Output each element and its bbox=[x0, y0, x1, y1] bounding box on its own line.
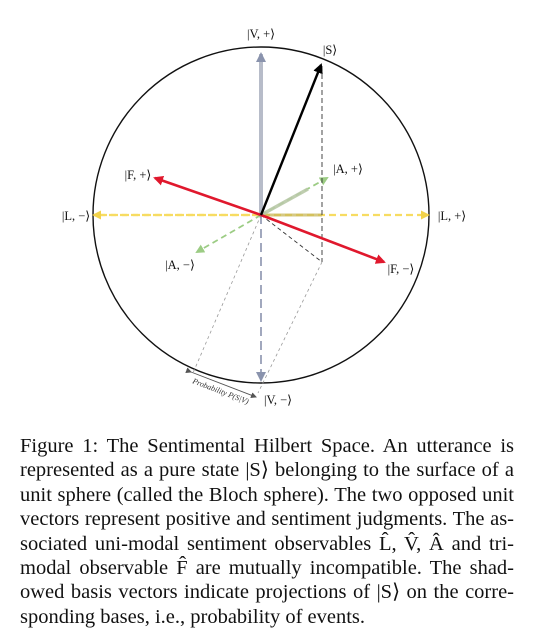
caption-line: sponding bases, i.e., probability of events. bbox=[20, 605, 366, 628]
label-s-state: |S⟩ bbox=[322, 43, 338, 57]
state-vector-s bbox=[261, 65, 321, 215]
caption-line: Figure 1: The Sentimental Hilbert Space. An utterance is bbox=[20, 435, 514, 457]
caption-line: unit sphere (called the Bloch sphere). The two opposed unit bbox=[20, 483, 514, 506]
a-axis-minus bbox=[197, 215, 261, 252]
projection-to-bottom-left bbox=[193, 215, 261, 373]
label-f-plus: |F, +⟩ bbox=[124, 168, 152, 182]
label-v-plus: |V, +⟩ bbox=[246, 27, 276, 41]
figure-caption bbox=[20, 434, 514, 629]
f-axis-minus bbox=[261, 215, 384, 262]
label-l-plus: |L, +⟩ bbox=[437, 209, 467, 223]
label-f-minus: |F, −⟩ bbox=[387, 262, 415, 276]
projection-f-diagonal bbox=[261, 215, 322, 262]
caption-line: owed basis vectors indicate projections of |S⟩ on the corre- bbox=[20, 581, 514, 604]
probability-label: Probability P(S|V) bbox=[191, 376, 251, 407]
caption-line: sociated uni-modal sentiment observables L̂, V̂, Â and tri- bbox=[20, 532, 514, 555]
a-axis-projection-shadow bbox=[261, 189, 308, 215]
label-l-minus: |L, −⟩ bbox=[61, 209, 91, 223]
f-axis-plus bbox=[155, 178, 261, 215]
caption-line: represented as a pure state |S⟩ belonging to the surface of a bbox=[20, 459, 514, 482]
label-a-minus: |A, −⟩ bbox=[165, 258, 195, 272]
projection-to-bottom-right bbox=[258, 262, 322, 393]
caption-line: modal observable F̂ are mutually incompatible. The shad- bbox=[20, 557, 514, 580]
label-v-minus: |V, −⟩ bbox=[263, 393, 293, 407]
label-a-plus: |A, +⟩ bbox=[333, 162, 363, 176]
caption-line: vectors represent positive and sentiment judgments. The as- bbox=[20, 508, 514, 531]
